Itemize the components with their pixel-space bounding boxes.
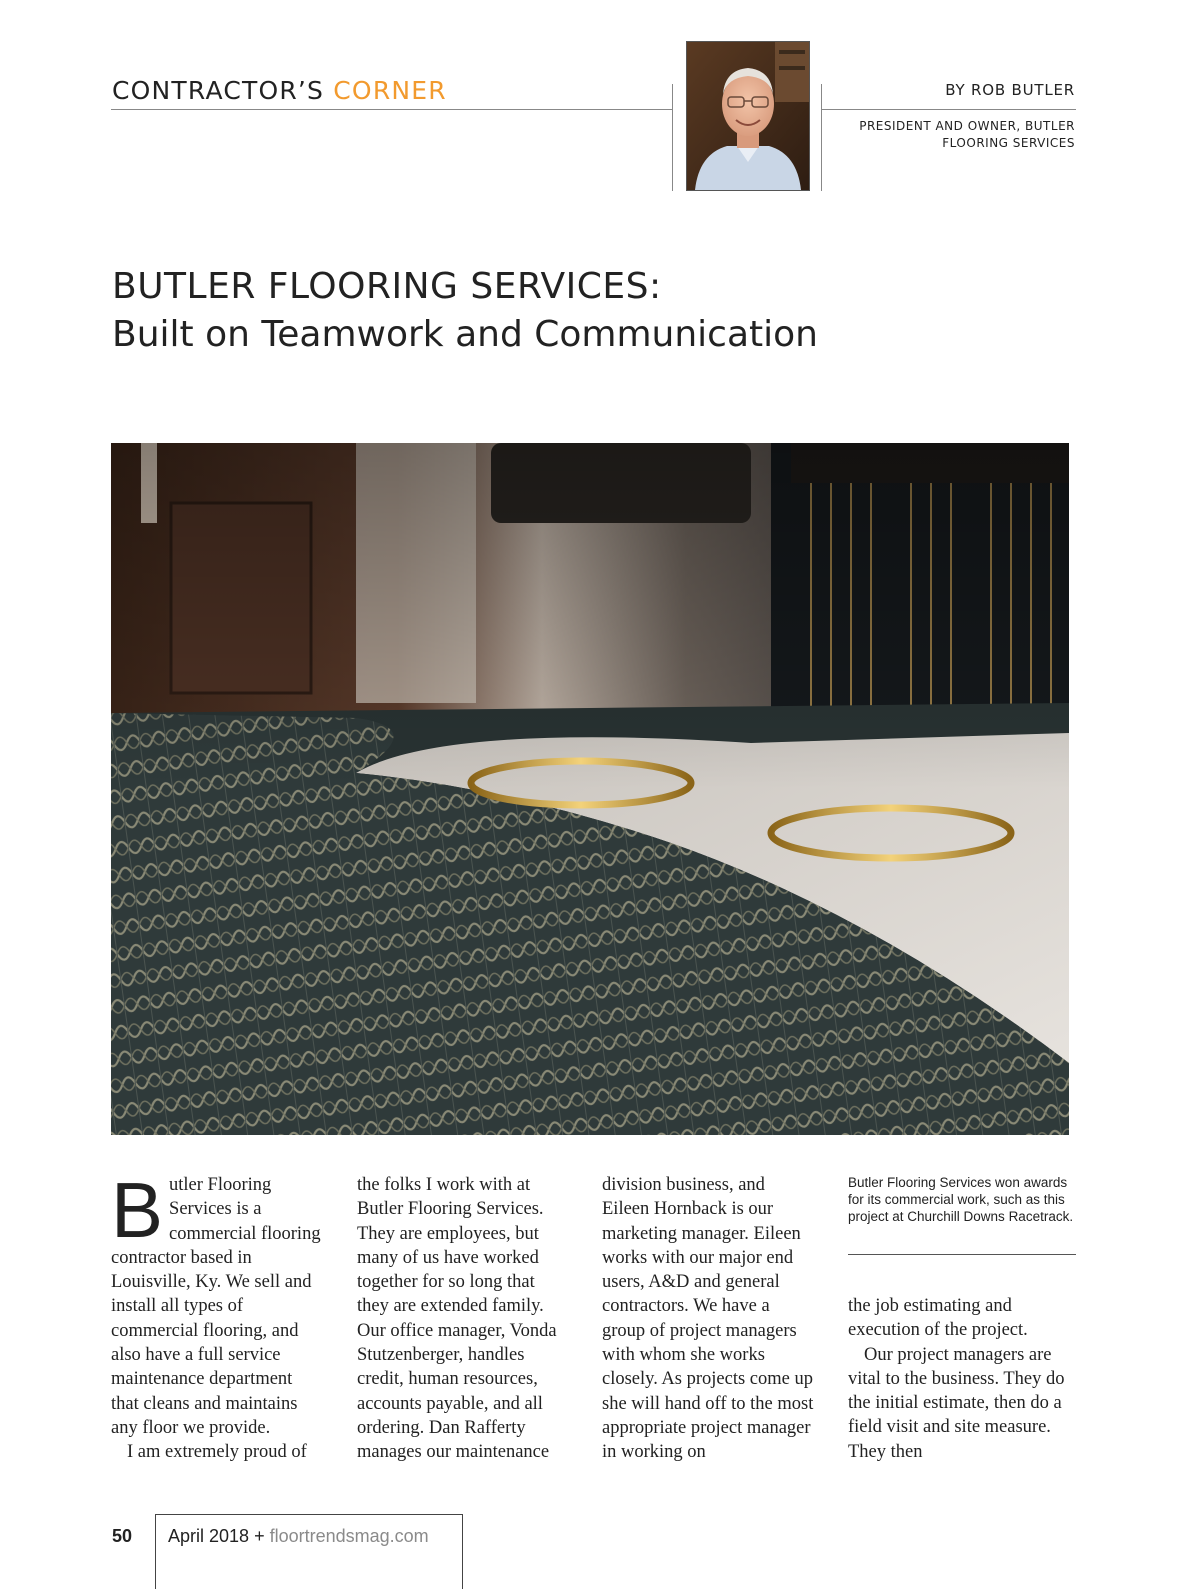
section-title-word: CONTRACTOR’S <box>112 76 325 105</box>
drop-cap: B <box>111 1166 164 1254</box>
article-paragraph: the job estimating and execution of the project. <box>848 1296 1028 1341</box>
article-paragraph: Our project managers are vital to the business. They do the initial estimate, then do a field visit and site measure. They then <box>848 1344 1065 1462</box>
article-column-2 <box>357 1173 569 1465</box>
author-role <box>815 118 1075 152</box>
header-rule-right <box>821 109 1076 110</box>
portrait-frame-left-line <box>672 84 673 191</box>
article-paragraph: the folks I work with at Butler Flooring Services. They are employees, but many of us have worked together for so long that they are extended family. Our office manager, Vonda Stutzenberger, handles credit, human resources, accounts payable, and all ordering. Dan Rafferty manages our maintenance <box>357 1175 557 1463</box>
section-title <box>112 76 447 105</box>
page-number: 50 <box>112 1526 133 1546</box>
hero-photo <box>111 443 1069 1135</box>
caption-rule <box>848 1254 1076 1255</box>
article-headline: BUTLER FLOORING SERVICES: <box>112 266 662 307</box>
header-rule-left <box>111 109 672 110</box>
article-subhead: Built on Teamwork and Communication <box>112 314 818 355</box>
hero-photo-image <box>111 443 1069 1135</box>
photo-caption: Butler Flooring Services won awards for its commercial work, such as this project at Churchill Downs Racetrack. <box>848 1175 1074 1224</box>
author-role-line: FLOORING SERVICES <box>942 136 1075 150</box>
footer-issue: April 2018 <box>168 1526 250 1546</box>
author-portrait <box>686 41 810 191</box>
article-column-4 <box>848 1294 1076 1464</box>
article-paragraph: I am extremely proud of <box>127 1442 307 1463</box>
footer-text <box>168 1526 429 1547</box>
article-paragraph: utler Flooring Services is a commercial flooring contractor based in Louisville, Ky. We sell and install all types of commercial flooring, and also have a full service maintenance department that cleans and maintains any floor we provide. <box>111 1175 321 1438</box>
author-byline: BY ROB BUTLER <box>945 81 1075 99</box>
section-title-accent: CORNER <box>333 76 447 105</box>
footer-site-link[interactable]: floortrendsmag.com <box>269 1526 429 1546</box>
author-role-line: PRESIDENT AND OWNER, BUTLER <box>859 119 1075 133</box>
article-paragraph: division business, and Eileen Hornback is our marketing manager. Eileen works with our major end users, A&D and general contractors. We have a group of project managers with whom she works closely. As projects come up she will hand off to the most appropriate project manager in working on <box>602 1175 814 1463</box>
article-column-3 <box>602 1173 814 1465</box>
article-column-1 <box>111 1166 323 1465</box>
footer-separator: + <box>254 1526 265 1546</box>
author-portrait-image <box>687 42 809 190</box>
